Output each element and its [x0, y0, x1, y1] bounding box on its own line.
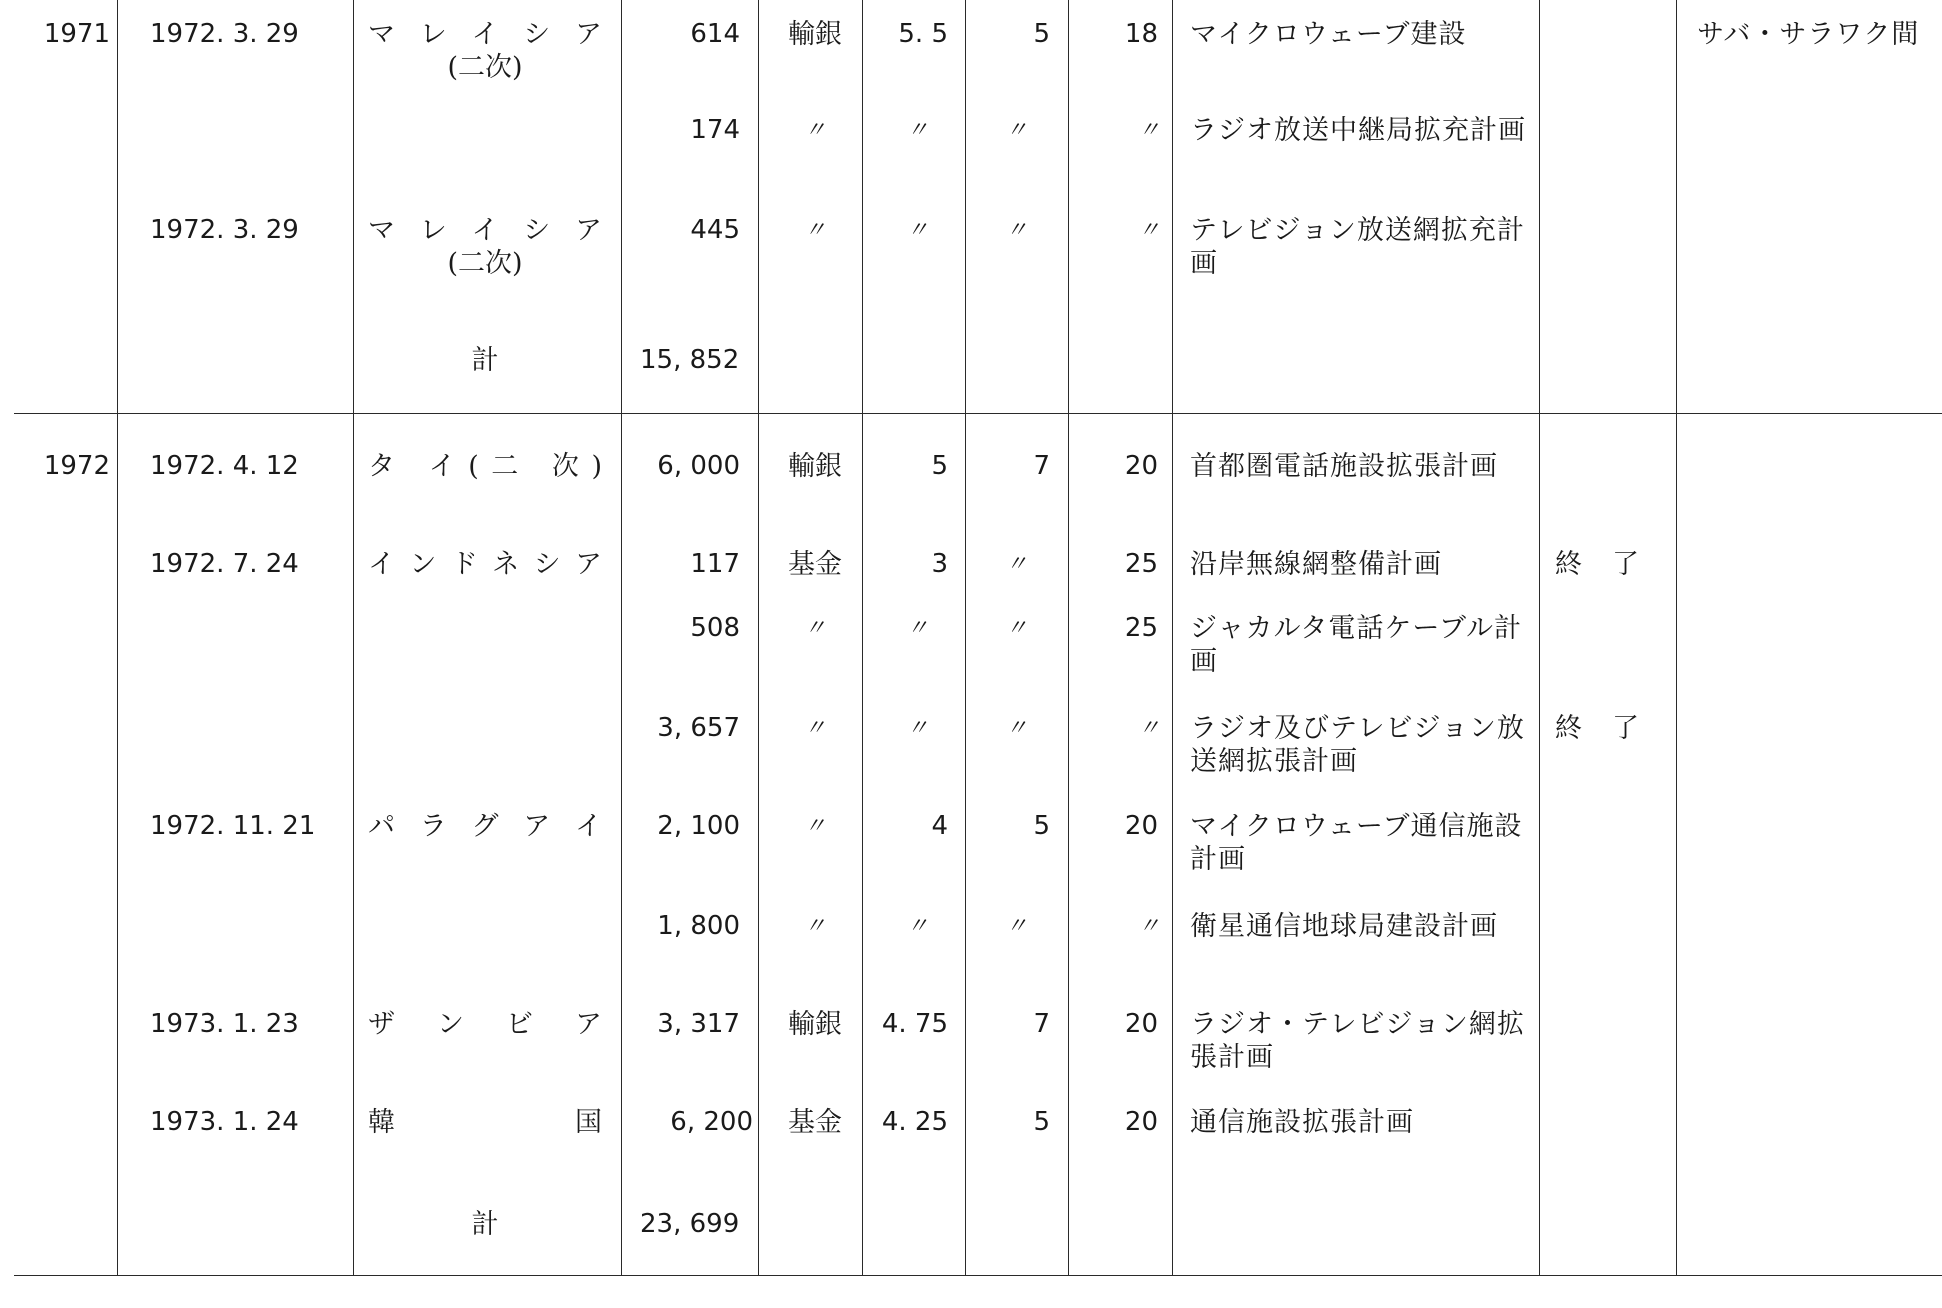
- grace-cell: 〃: [1005, 218, 1028, 243]
- amount-cell: 614: [690, 19, 740, 49]
- table-row: [0, 612, 1942, 712]
- country-note: (二次): [447, 52, 523, 83]
- total-label: 計: [471, 345, 499, 376]
- amount-cell: 3, 317: [657, 1009, 740, 1039]
- total-amount: 15, 852: [640, 345, 740, 375]
- rate-cell: 〃: [906, 218, 929, 243]
- term-cell: 20: [1124, 811, 1158, 841]
- amount-cell: 174: [690, 115, 740, 145]
- project-cell: マイクロウェーブ通信施設計画: [1190, 811, 1523, 875]
- country-name: 韓 国: [368, 1107, 602, 1138]
- term-cell: 25: [1124, 613, 1158, 643]
- rate-cell: 4. 25: [881, 1107, 948, 1137]
- term-cell: 〃: [1137, 218, 1160, 243]
- amount-cell: 3, 657: [657, 713, 740, 743]
- table-row: [0, 450, 1942, 550]
- amount-cell: 6, 200: [670, 1107, 753, 1137]
- table-row: [0, 810, 1942, 910]
- grace-cell: 5: [1033, 19, 1050, 49]
- rate-cell: 〃: [906, 118, 929, 143]
- amount-cell: 117: [690, 549, 740, 579]
- term-cell: 18: [1124, 19, 1158, 49]
- lender-cell: 〃: [803, 914, 826, 939]
- rate-cell: 4. 75: [881, 1009, 948, 1039]
- country-cell: [368, 1106, 602, 1139]
- fiscal-year-label: 1971: [43, 19, 110, 49]
- term-cell: 20: [1124, 1009, 1158, 1039]
- date-cell: 1972. 4. 12: [150, 451, 299, 481]
- term-cell: 〃: [1137, 716, 1160, 741]
- lender-cell: 〃: [803, 814, 826, 839]
- grace-cell: 〃: [1005, 914, 1028, 939]
- grace-cell: 〃: [1005, 118, 1028, 143]
- lender-cell: 〃: [803, 118, 826, 143]
- date-cell: 1972. 11. 21: [150, 811, 316, 841]
- grace-cell: 〃: [1005, 716, 1028, 741]
- project-cell: 首都圏電話施設拡張計画: [1190, 451, 1498, 482]
- project-cell: ジャカルタ電話ケーブル計画: [1190, 613, 1522, 677]
- rate-cell: 5. 5: [898, 19, 948, 49]
- status-cell: 終了: [1555, 713, 1669, 744]
- grace-cell: 7: [1033, 1009, 1050, 1039]
- lender-cell: 輸銀: [788, 451, 842, 482]
- grace-cell: 〃: [1005, 552, 1028, 577]
- lender-cell: 〃: [803, 218, 826, 243]
- country-cell: [368, 450, 602, 483]
- amount-cell: 2, 100: [657, 811, 740, 841]
- date-cell: 1972. 3. 29: [150, 19, 299, 49]
- country-cell: [368, 214, 602, 280]
- lender-cell: 基金: [788, 1107, 842, 1138]
- table-row: [0, 1106, 1942, 1206]
- amount-cell: 1, 800: [657, 911, 740, 941]
- amount-cell: 508: [690, 613, 740, 643]
- date-cell: 1973. 1. 23: [150, 1009, 299, 1039]
- project-cell: テレビジョン放送網拡充計画: [1190, 215, 1525, 279]
- grace-cell: 5: [1033, 1107, 1050, 1137]
- country-cell: [368, 1008, 602, 1041]
- grace-cell: 5: [1033, 811, 1050, 841]
- lender-cell: 基金: [788, 549, 842, 580]
- table-row: [0, 712, 1942, 812]
- country-name: マ レ イ シ ア: [368, 215, 602, 246]
- term-cell: 20: [1124, 1107, 1158, 1137]
- remarks-cell: サバ・サラワク間: [1697, 19, 1920, 50]
- project-cell: ラジオ及びテレビジョン放送網拡張計画: [1190, 713, 1525, 777]
- rate-cell: 4: [931, 811, 948, 841]
- date-cell: 1972. 7. 24: [150, 549, 299, 579]
- table-row: [0, 114, 1942, 214]
- project-cell: 通信施設拡張計画: [1190, 1107, 1414, 1138]
- table-row: [0, 1008, 1942, 1108]
- country-cell: [368, 18, 602, 84]
- table-row: [0, 910, 1942, 1010]
- status-cell: 終了: [1555, 549, 1669, 580]
- total-label: 計: [471, 1209, 499, 1240]
- term-cell: 20: [1124, 451, 1158, 481]
- total-row: [0, 1208, 1942, 1308]
- country-name: マ レ イ シ ア: [368, 19, 602, 50]
- grace-cell: 7: [1033, 451, 1050, 481]
- table-row: [0, 214, 1942, 314]
- fiscal-year-label: 1972: [43, 451, 110, 481]
- amount-cell: 445: [690, 215, 740, 245]
- date-cell: 1973. 1. 24: [150, 1107, 299, 1137]
- project-cell: マイクロウェーブ建設: [1190, 19, 1467, 50]
- rate-cell: 〃: [906, 616, 929, 641]
- country-cell: [368, 548, 602, 581]
- rate-cell: 〃: [906, 716, 929, 741]
- date-cell: 1972. 3. 29: [150, 215, 299, 245]
- lender-cell: 〃: [803, 616, 826, 641]
- country-name: ザ ン ビ ア: [368, 1009, 602, 1040]
- project-cell: ラジオ・テレビジョン網拡張計画: [1190, 1009, 1525, 1073]
- term-cell: 〃: [1137, 914, 1160, 939]
- country-note: (二次): [447, 248, 523, 279]
- table-row: [0, 18, 1942, 118]
- term-cell: 〃: [1137, 118, 1160, 143]
- project-cell: 沿岸無線網整備計画: [1190, 549, 1442, 580]
- country-name: パ ラ グ ア イ: [368, 811, 602, 842]
- amount-cell: 6, 000: [657, 451, 740, 481]
- grace-cell: 〃: [1005, 616, 1028, 641]
- rate-cell: 5: [931, 451, 948, 481]
- lender-cell: 輸銀: [788, 19, 842, 50]
- project-cell: 衛星通信地球局建設計画: [1190, 911, 1498, 942]
- total-row: [0, 344, 1942, 444]
- lender-cell: 輸銀: [788, 1009, 842, 1040]
- country-name: タ イ(二 次): [368, 451, 602, 482]
- term-cell: 25: [1124, 549, 1158, 579]
- rate-cell: 〃: [906, 914, 929, 939]
- country-name: イ ン ド ネ シ ア: [368, 549, 602, 580]
- rate-cell: 3: [931, 549, 948, 579]
- project-cell: ラジオ放送中継局拡充計画: [1190, 115, 1526, 146]
- total-amount: 23, 699: [640, 1209, 740, 1239]
- lender-cell: 〃: [803, 716, 826, 741]
- country-cell: [368, 810, 602, 843]
